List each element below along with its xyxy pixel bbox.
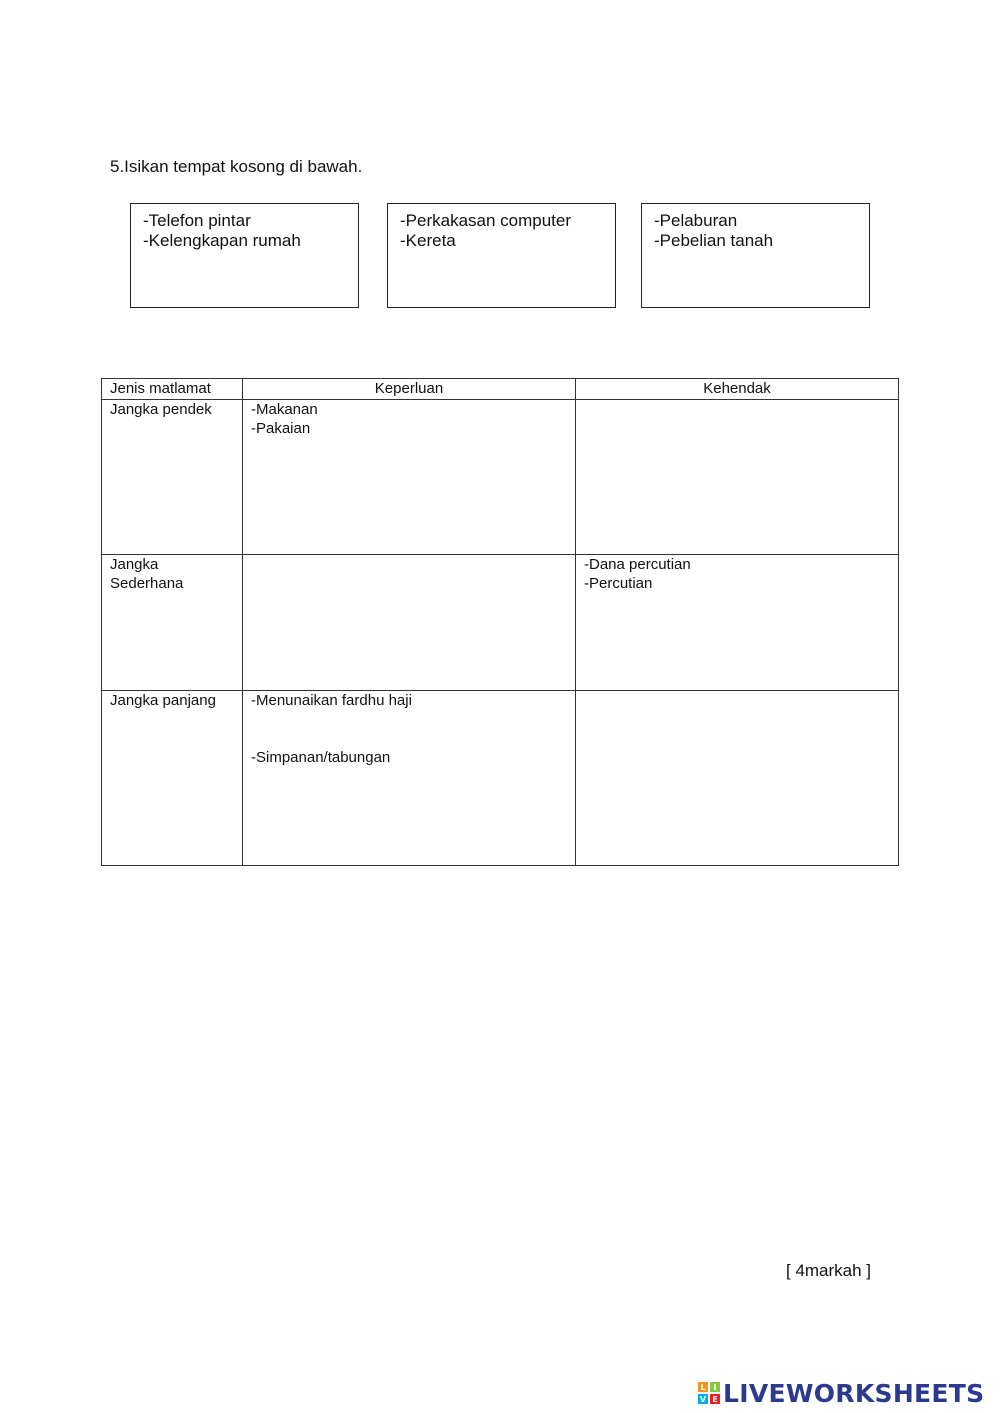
option-item: -Kelengkapan rumah <box>143 231 301 250</box>
logo-square: L <box>698 1382 708 1392</box>
row-label-text: Jangka <box>110 556 159 573</box>
kehendak-item: -Percutian <box>584 575 653 592</box>
option-box-1 <box>130 203 359 308</box>
marks-label: [ 4markah ] <box>786 1261 872 1280</box>
row-label-text: Sederhana <box>110 575 184 592</box>
row-label-text: Jangka pendek <box>110 401 212 418</box>
header-kehendak: Kehendak <box>576 379 899 400</box>
logo-squares-icon <box>698 1382 720 1404</box>
option-item: -Kereta <box>400 231 456 250</box>
question-text: 5.Isikan tempat kosong di bawah. <box>110 157 363 176</box>
kehendak-cell-blank[interactable] <box>576 400 899 555</box>
keperluan-cell <box>243 691 576 866</box>
keperluan-cell <box>243 400 576 555</box>
row-label-text: Jangka panjang <box>110 692 216 709</box>
row-label <box>102 691 243 866</box>
liveworksheets-logo <box>698 1378 984 1408</box>
option-item: -Pelaburan <box>654 211 738 230</box>
kehendak-item: -Dana percutian <box>584 556 691 573</box>
header-jenis-matlamat: Jenis matlamat <box>102 379 243 400</box>
kehendak-cell <box>576 555 899 691</box>
keperluan-item: -Makanan <box>251 401 318 418</box>
row-label <box>102 400 243 555</box>
option-box-2 <box>387 203 616 308</box>
option-item: -Perkakasan computer <box>400 211 572 230</box>
option-item: -Telefon pintar <box>143 211 251 230</box>
logo-text: LIVEWORKSHEETS <box>723 1378 985 1408</box>
goals-table <box>101 378 899 866</box>
row-label <box>102 555 243 691</box>
option-box-3 <box>641 203 870 308</box>
keperluan-item: -Menunaikan fardhu haji <box>251 692 412 709</box>
kehendak-cell-blank[interactable] <box>576 691 899 866</box>
keperluan-item: -Pakaian <box>251 420 311 437</box>
header-keperluan: Keperluan <box>243 379 576 400</box>
table-row-jangka-panjang <box>102 691 899 866</box>
logo-square: E <box>710 1394 720 1404</box>
keperluan-item: -Simpanan/tabungan <box>251 749 391 766</box>
option-item: -Pebelian tanah <box>654 231 774 250</box>
logo-square: I <box>710 1382 720 1392</box>
table-header-row <box>102 379 899 400</box>
table-row-jangka-sederhana <box>102 555 899 691</box>
table-row-jangka-pendek <box>102 400 899 555</box>
logo-square: V <box>699 1394 707 1404</box>
keperluan-cell-blank[interactable] <box>243 555 576 691</box>
